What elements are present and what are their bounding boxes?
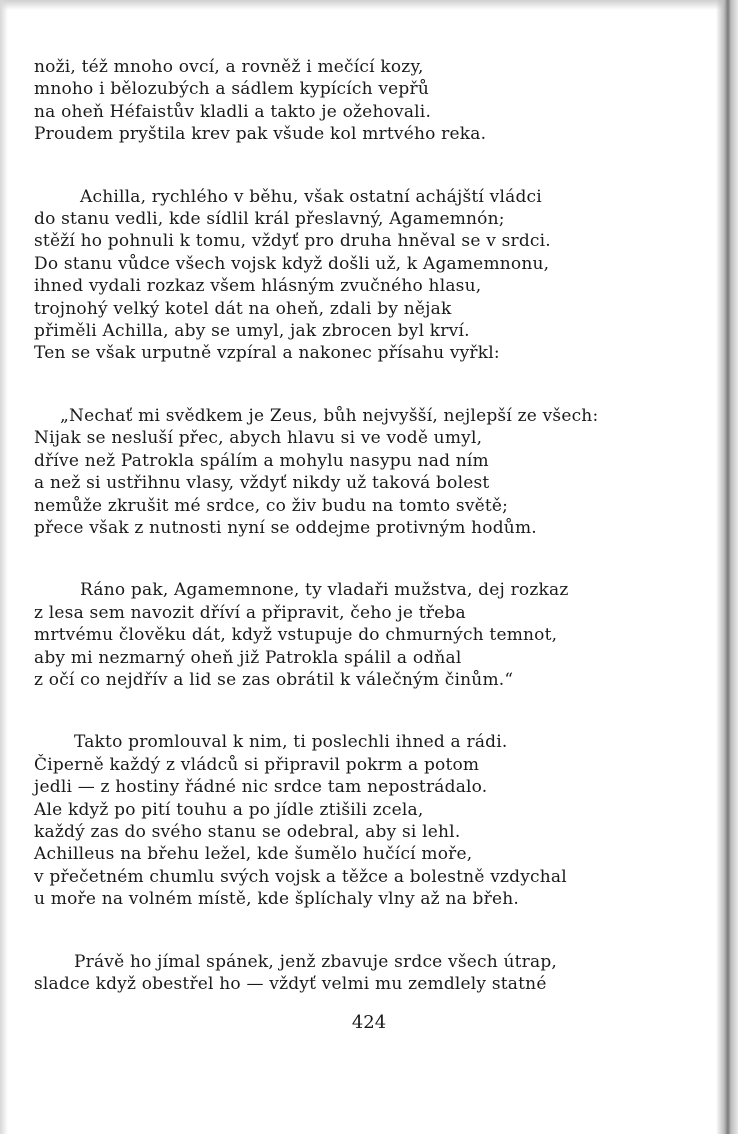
text-line: Nijak se nesluší přec, abych hlavu si ve vodě umyl, bbox=[34, 428, 483, 449]
text-line: dříve než Patrokla spálím a mohylu nasypu nad ním bbox=[34, 450, 489, 471]
text-line: nemůže zkrušit mé srdce, co živ budu na tomto světě; bbox=[34, 495, 509, 516]
text-line: ihned vydali rozkaz všem hlásným zvučného hlasu, bbox=[34, 276, 482, 297]
text-line: Ten se však urputně vzpíral a nakonec přísahu vyřkl: bbox=[34, 343, 500, 364]
text-line: Proudem pryštila krev pak všude kol mrtvého reka. bbox=[34, 124, 487, 145]
text-line: Ráno pak, Agamemnone, ty vladaři mužstva, dej rozkaz bbox=[80, 580, 569, 601]
text-line: mrtvému člověku dát, když vstupuje do chmurných temnot, bbox=[34, 625, 558, 646]
text-line: Achilleus na břehu ležel, kde šumělo hučící moře, bbox=[34, 844, 473, 865]
text-line: z lesa sem navozit dříví a připravit, čeho je třeba bbox=[34, 602, 466, 623]
text-line: noži, též mnoho ovcí, a rovněž i mečící kozy, bbox=[34, 57, 424, 77]
stanza-2 bbox=[34, 186, 694, 365]
text-line: na oheň Héfaistův kladli a takto je ožehovali. bbox=[34, 101, 432, 122]
text-line: mnoho i bělozubých a sádlem kypících vepřů bbox=[34, 79, 429, 100]
page-top-shadow bbox=[0, 0, 738, 10]
stanza-1 bbox=[34, 56, 694, 146]
text-line: do stanu vedli, kde sídlil král přeslavný, Agamemnón; bbox=[34, 209, 505, 230]
text-line: aby mi nezmarný oheň již Patrokla spálil a odňal bbox=[34, 647, 462, 668]
text-line: z očí co nejdřív a lid se zas obrátil k válečným činům.“ bbox=[34, 669, 514, 690]
text-line: každý zas do svého stanu se odebral, aby si lehl. bbox=[34, 821, 461, 842]
stanza-3 bbox=[34, 405, 694, 539]
text-line: jedli — z hostiny řádné nic srdce tam nepostrádalo. bbox=[34, 777, 488, 798]
text-line: stěží ho pohnuli k tomu, vždyť pro druha hněval se v srdci. bbox=[34, 231, 551, 252]
text-line: trojnohý velký kotel dát na oheň, zdali by nějak bbox=[34, 298, 452, 319]
text-line: Do stanu vůdce všech vojsk když došli už, k Agamemnonu, bbox=[34, 253, 550, 274]
text-line: u moře na volném místě, kde šplíchaly vlny až na břeh. bbox=[34, 889, 519, 910]
text-line: sladce když obestřel ho — vždyť velmi mu zemdlely statné bbox=[34, 974, 547, 994]
page-left-shadow bbox=[0, 0, 8, 1134]
text-line: přiměli Achilla, aby se umyl, jak zbrocen byl krví. bbox=[34, 321, 470, 342]
text-line: Takto promlouval k nim, ti poslechli ihned a rádi. bbox=[74, 732, 508, 753]
text-line: přece však z nutnosti nyní se oddejme protivným hodům. bbox=[34, 517, 537, 538]
text-line: Čiperně každý z vládců si připravil pokrm a potom bbox=[34, 754, 480, 775]
page-body bbox=[34, 56, 694, 995]
stanza-6 bbox=[34, 951, 694, 996]
text-line: Právě ho jímal spánek, jenž zbavuje srdce všech útrap, bbox=[74, 951, 558, 972]
page-number: 424 bbox=[351, 1012, 387, 1033]
text-line: Achilla, rychlého v běhu, však ostatní achájští vládci bbox=[80, 186, 542, 207]
stanza-4 bbox=[34, 579, 694, 691]
book-spine-edge bbox=[716, 0, 738, 1134]
text-line: Ale když po pití touhu a po jídle ztišili zcela, bbox=[34, 799, 424, 820]
text-line: v přečetném chumlu svých vojsk a těžce a bolestně vzdychal bbox=[34, 866, 567, 887]
text-line: a než si ustřihnu vlasy, vždyť nikdy už taková bolest bbox=[34, 473, 490, 494]
stanza-5 bbox=[34, 731, 694, 910]
text-line: „Nechať mi svědkem je Zeus, bůh nejvyšší, nejlepší ze všech: bbox=[60, 405, 599, 426]
